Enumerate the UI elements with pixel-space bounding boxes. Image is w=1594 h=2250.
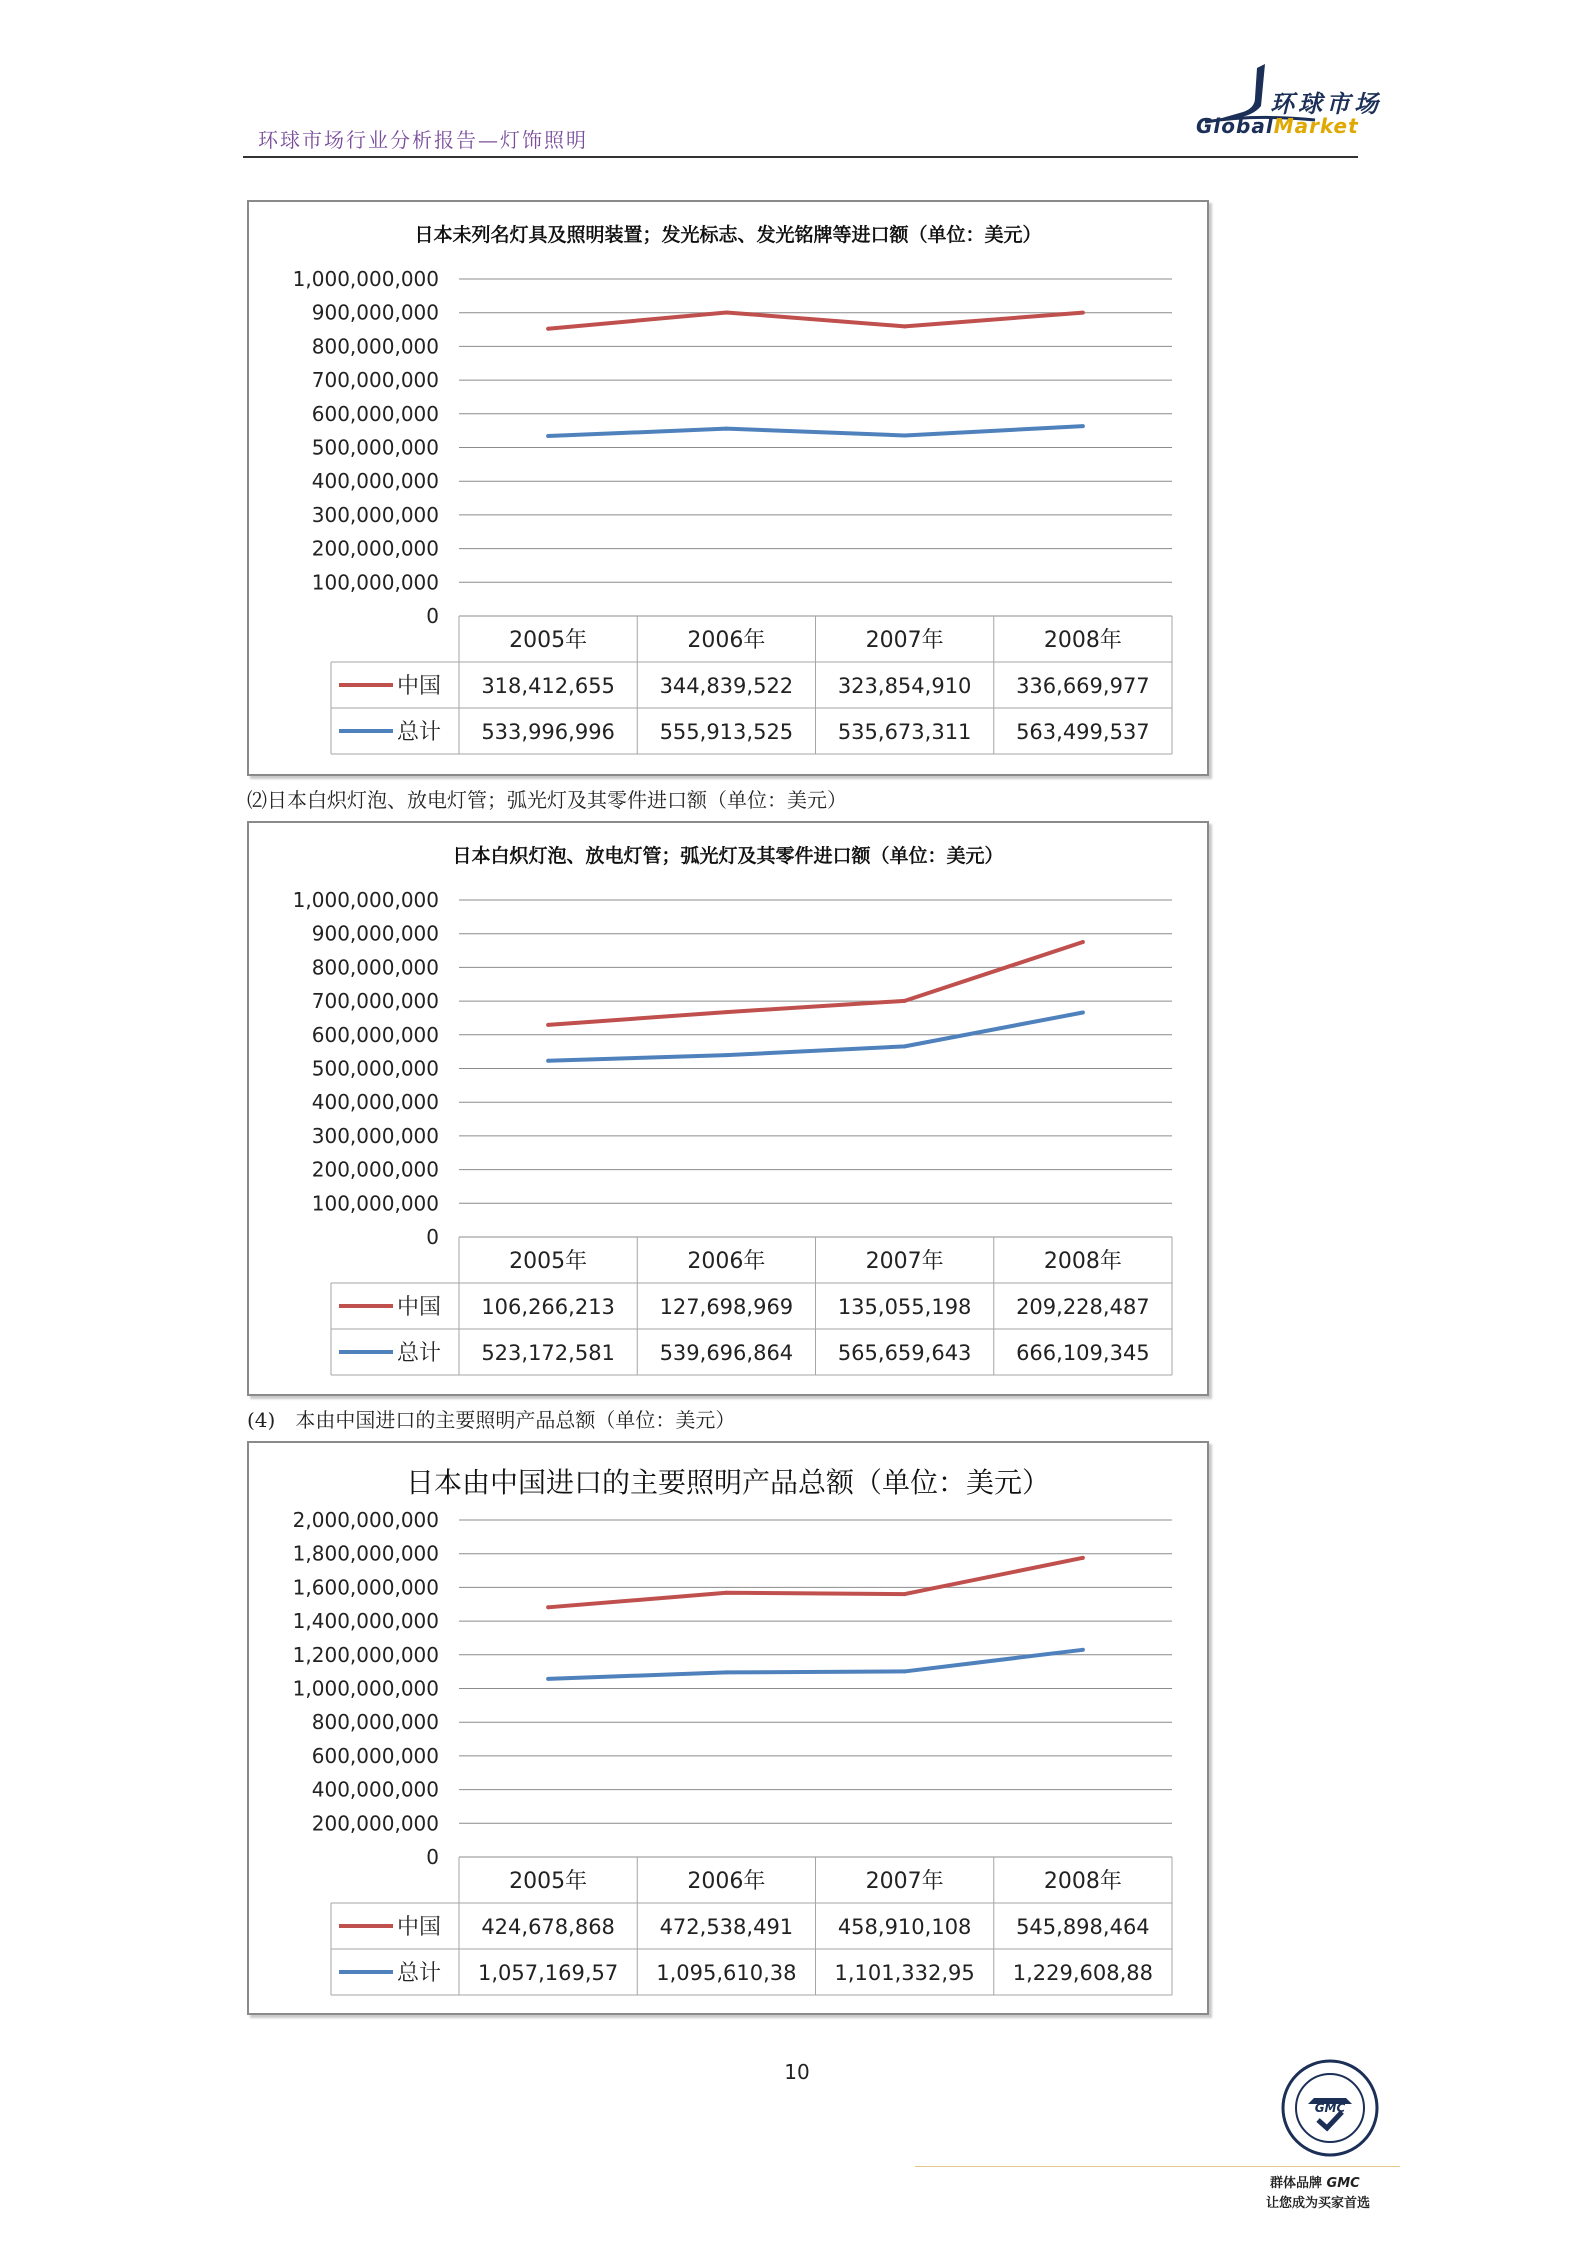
legend-series-name: 中国 [397, 1295, 442, 1320]
data-table-cell: 565,659,643 [837, 1341, 972, 1365]
data-table-cell: 209,228,487 [1016, 1295, 1150, 1319]
data-point [1081, 1648, 1085, 1652]
chart-1-container [247, 200, 1209, 776]
data-table-cell: 523,172,581 [481, 1341, 615, 1365]
y-tick-label: 800,000,000 [311, 955, 439, 980]
y-tick-label: 400,000,000 [311, 1777, 439, 1802]
x-category-label: 2007年 [865, 1869, 944, 1894]
y-tick-label: 800,000,000 [311, 1710, 439, 1735]
data-point [724, 1053, 728, 1057]
y-tick-label: 700,000,000 [311, 368, 439, 393]
data-table-cell: 666,109,345 [1016, 1341, 1150, 1365]
data-table-cell: 318,412,655 [481, 674, 615, 698]
chart-3-plot [249, 1443, 1207, 2013]
data-table-cell: 1,095,610,38 [656, 1961, 797, 1985]
y-tick-label: 100,000,000 [311, 1191, 439, 1216]
data-table-cell: 472,538,491 [659, 1915, 794, 1939]
data-point [1081, 1011, 1085, 1015]
x-category-label: 2006年 [687, 628, 766, 653]
data-point [546, 1605, 550, 1609]
data-table-cell: 106,266,213 [481, 1295, 615, 1319]
y-tick-label: 900,000,000 [311, 300, 439, 325]
y-tick-label: 700,000,000 [311, 989, 439, 1014]
legend-series-name: 总计 [397, 1961, 442, 1986]
series-line-total [548, 1650, 1083, 1679]
y-tick-label: 0 [426, 1225, 439, 1249]
page-number: 10 [784, 2060, 810, 2084]
y-tick-label: 500,000,000 [311, 435, 439, 460]
series-line-china [548, 1558, 1083, 1607]
x-category-label: 2005年 [509, 1869, 588, 1894]
data-table-cell: 1,057,169,57 [477, 1961, 619, 1985]
data-table-cell: 424,678,868 [481, 1915, 615, 1939]
data-table-cell: 535,673,311 [837, 720, 972, 744]
legend-series-name: 总计 [397, 720, 442, 745]
y-tick-label: 600,000,000 [311, 401, 439, 426]
data-table-cell: 135,055,198 [837, 1295, 972, 1319]
data-point [1081, 424, 1085, 428]
data-point [903, 999, 907, 1003]
y-tick-label: 1,600,000,000 [292, 1575, 439, 1600]
y-tick-label: 400,000,000 [311, 469, 439, 494]
y-tick-label: 1,200,000,000 [292, 1642, 439, 1667]
data-point [724, 310, 728, 314]
x-category-label: 2006年 [687, 1249, 766, 1274]
data-point [903, 433, 907, 437]
data-point [903, 1592, 907, 1596]
y-tick-label: 200,000,000 [311, 536, 439, 561]
chart-2-container [247, 821, 1209, 1396]
data-table-cell: 344,839,522 [659, 674, 794, 698]
y-tick-label: 1,000,000,000 [292, 888, 439, 912]
y-tick-label: 0 [426, 604, 439, 628]
data-table-cell: 1,229,608,88 [1012, 1961, 1154, 1985]
data-point [546, 1023, 550, 1027]
footer-brand-line [1270, 2172, 1360, 2191]
chart-1-plot [249, 202, 1207, 774]
data-table-cell: 545,898,464 [1016, 1915, 1150, 1939]
y-tick-label: 2,000,000,000 [292, 1508, 439, 1532]
legend-series-name: 总计 [397, 1341, 442, 1366]
y-tick-label: 1,800,000,000 [292, 1541, 439, 1566]
legend-series-name: 中国 [397, 674, 442, 699]
y-tick-label: 600,000,000 [311, 1022, 439, 1047]
y-tick-label: 800,000,000 [311, 334, 439, 359]
caption-2: ⑵日本白炽灯泡、放电灯管；弧光灯及其零件进口额（单位：美元） [247, 788, 847, 812]
y-tick-label: 200,000,000 [311, 1811, 439, 1836]
data-point [546, 434, 550, 438]
series-line-total [548, 426, 1083, 436]
data-point [546, 1677, 550, 1681]
data-point [724, 1670, 728, 1674]
caption-4: (4) 本由中国进口的主要照明产品总额（单位：美元） [247, 1408, 736, 1432]
series-line-china [548, 312, 1083, 328]
x-category-label: 2005年 [509, 628, 588, 653]
y-tick-label: 1,000,000,000 [292, 1676, 439, 1701]
chart-3-title: 日本由中国进口的主要照明产品总额（单位：美元） [405, 1466, 1050, 1499]
data-point [724, 1010, 728, 1014]
x-category-label: 2008年 [1043, 1249, 1122, 1274]
seal-text: GMC [1314, 2101, 1346, 2115]
data-point [724, 1591, 728, 1595]
data-point [903, 324, 907, 328]
x-category-label: 2007年 [865, 628, 944, 653]
logo-chinese-name: 环球市场 [1270, 89, 1382, 118]
footer-brand-gmc: GMC [1326, 2176, 1360, 2191]
data-table-cell: 563,499,537 [1016, 720, 1150, 744]
data-point [1081, 1556, 1085, 1560]
data-point [903, 1669, 907, 1673]
chart-2-plot [249, 823, 1207, 1394]
data-table-cell: 1,101,332,95 [834, 1961, 975, 1985]
data-table-cell: 555,913,525 [659, 720, 794, 744]
data-table-cell: 539,696,864 [659, 1341, 794, 1365]
data-table-cell: 458,910,108 [837, 1915, 972, 1939]
data-point [724, 427, 728, 431]
data-table-cell: 336,669,977 [1016, 674, 1150, 698]
chart-3-container [247, 1441, 1209, 2015]
data-table-cell: 323,854,910 [837, 674, 972, 698]
data-point [546, 327, 550, 331]
gmc-seal-icon [1280, 2058, 1380, 2158]
y-tick-label: 600,000,000 [311, 1743, 439, 1768]
y-tick-label: 500,000,000 [311, 1056, 439, 1081]
series-line-china [548, 942, 1083, 1025]
logo-english-market: Market [1273, 114, 1359, 138]
data-table-cell: 533,996,996 [481, 720, 615, 744]
x-category-label: 2007年 [865, 1249, 944, 1274]
y-tick-label: 400,000,000 [311, 1090, 439, 1115]
data-point [1081, 311, 1085, 315]
y-tick-label: 1,400,000,000 [292, 1609, 439, 1634]
x-category-label: 2006年 [687, 1869, 766, 1894]
y-tick-label: 900,000,000 [311, 921, 439, 946]
y-tick-label: 1,000,000,000 [292, 267, 439, 291]
data-table-cell: 127,698,969 [659, 1295, 794, 1319]
y-tick-label: 0 [426, 1845, 439, 1869]
y-tick-label: 300,000,000 [311, 502, 439, 527]
y-tick-label: 300,000,000 [311, 1123, 439, 1148]
logo-english-name [1196, 114, 1359, 138]
legend-series-name: 中国 [397, 1915, 442, 1940]
data-point [546, 1059, 550, 1063]
footer-divider [915, 2166, 1400, 2167]
data-point [903, 1044, 907, 1048]
y-tick-label: 100,000,000 [311, 570, 439, 595]
footer-brand-cn: 群体品牌 [1270, 2176, 1323, 2191]
chart-1-title: 日本未列名灯具及照明装置；发光标志、发光铭牌等进口额（单位：美元） [414, 224, 1042, 246]
y-tick-label: 200,000,000 [311, 1157, 439, 1182]
chart-2-title: 日本白炽灯泡、放电灯管；弧光灯及其零件进口额（单位：美元） [452, 845, 1004, 867]
x-category-label: 2008年 [1043, 1869, 1122, 1894]
report-header-title: 环球市场行业分析报告—灯饰照明 [258, 128, 588, 152]
data-point [1081, 940, 1085, 944]
header-divider [243, 156, 1358, 158]
logo-english-global: Global [1196, 114, 1274, 138]
footer-slogan: 让您成为买家首选 [1266, 2196, 1371, 2211]
x-category-label: 2008年 [1043, 628, 1122, 653]
x-category-label: 2005年 [509, 1249, 588, 1274]
